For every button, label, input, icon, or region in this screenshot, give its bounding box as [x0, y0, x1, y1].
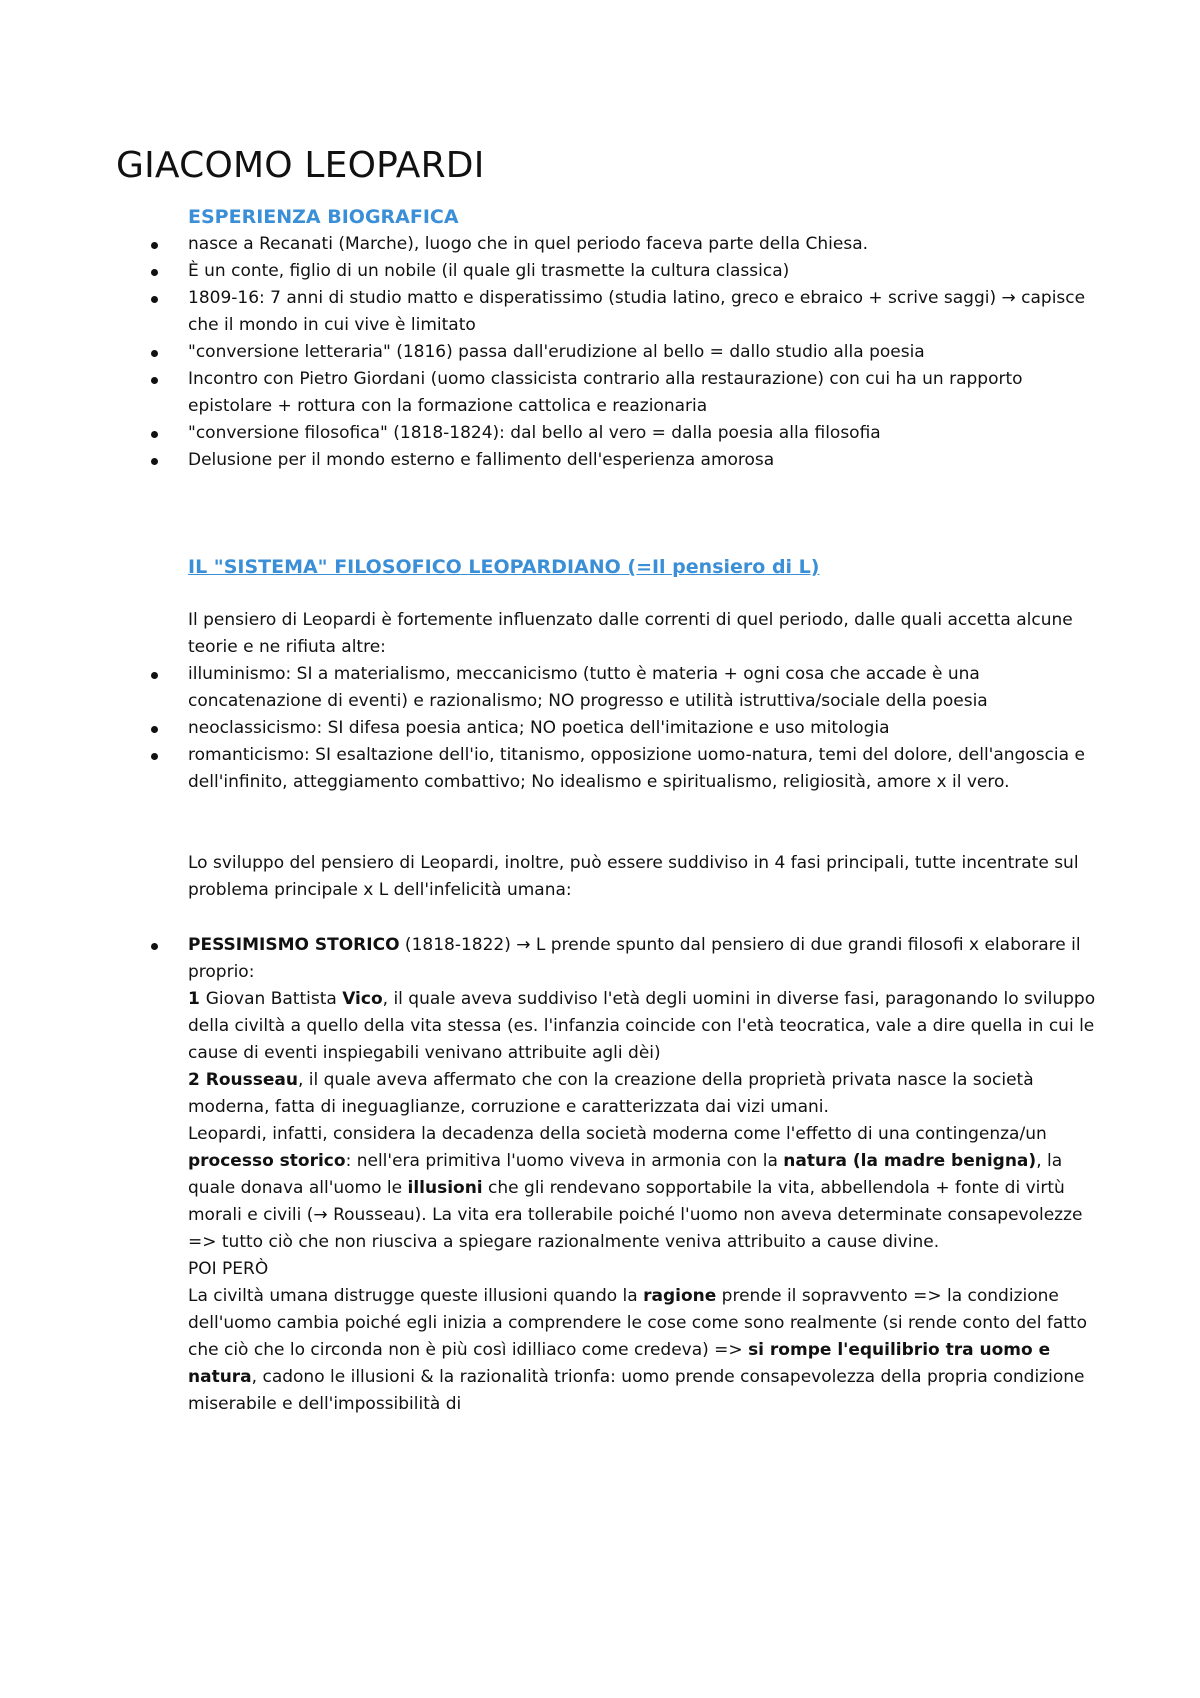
section-heading-biography: ESPERIENZA BIOGRAFICA: [188, 206, 459, 228]
list-item: romanticismo: SI esaltazione dell'io, titanismo, opposizione uomo-natura, temi del dolore, dell'angoscia e dell'infinito, atteggiamento combattivo; No idealismo e spiritualismo, religiosità, amore x il vero.: [116, 742, 1103, 796]
influences-list: [188, 661, 1103, 796]
phases-intro: Lo sviluppo del pensiero di Leopardi, inoltre, può essere suddiviso in 4 fasi principali, tutte incentrate sul problema principale x L dell'infelicità umana:: [188, 853, 1079, 900]
list-item: Incontro con Pietro Giordani (uomo classicista contrario alla restaurazione) con cui ha un rapporto epistolare + rottura con la formazione cattolica e reazionaria: [116, 366, 1103, 420]
bullet-icon: [151, 753, 158, 760]
biography-list: [188, 231, 1103, 474]
list-item: "conversione filosofica" (1818-1824): dal bello al vero = dalla poesia alla filosofia: [116, 420, 1103, 447]
bullet-icon: [151, 726, 158, 733]
list-item: È un conte, figlio di un nobile (il quale gli trasmette la cultura classica): [116, 258, 1103, 285]
list-item: Delusione per il mondo esterno e fallimento dell'esperienza amorosa: [116, 447, 1103, 474]
bullet-icon: [151, 458, 158, 465]
list-item: 1809-16: 7 anni di studio matto e disperatissimo (studia latino, greco e ebraico + scrive saggi) → capisce che il mondo in cui vive è limitato: [116, 285, 1103, 339]
bullet-icon: [151, 943, 158, 950]
bullet-icon: [151, 672, 158, 679]
list-item: "conversione letteraria" (1816) passa dall'erudizione al bello = dallo studio alla poesia: [116, 339, 1103, 366]
list-item: nasce a Recanati (Marche), luogo che in quel periodo faceva parte della Chiesa.: [116, 231, 1103, 258]
phases-list: [188, 932, 1103, 1418]
list-item: illuminismo: SI a materialismo, meccanicismo (tutto è materia + ogni cosa che accade è una concatenazione di eventi) e razionalismo; NO progresso e utilità istruttiva/sociale della poesia: [116, 661, 1103, 715]
bullet-icon: [151, 377, 158, 384]
document-body: [188, 204, 1103, 1418]
bullet-icon: [151, 431, 158, 438]
list-item-pessimismo-storico: PESSIMISMO STORICO (1818-1822) → L prende spunto dal pensiero di due grandi filosofi x elaborare il proprio: 1 Giovan Battista Vico, il quale aveva suddiviso l'età degli uomini in diverse fasi, paragonando lo sviluppo della civiltà a quello della vita stessa (es. l'infanzia coincide con l'età teocratica, vale a dire quella in cui le cause di eventi inspiegabili venivano attribuite agli dèi) 2 Rousseau, il quale aveva affermato che con la creazione della proprietà privata nasce la società moderna, fatta di ineguaglianze, corruzione e caratterizzata dai vizi umani. Leopardi, infatti, considera la decadenza della società moderna come l'effetto di una contingenza/un processo storico: nell'era primitiva l'uomo viveva in armonia con la natura (la madre benigna), la quale donava all'uomo le illusioni che gli rendevano sopportabile la vita, abbellendola + fonte di virtù morali e civili (→ Rousseau). La vita era tollerabile poiché l'uomo non aveva determinate consapevolezze => tutto ciò che non riusciva a spiegare razionalmente veniva attribuito a cause divine. POI PERÒ La civiltà umana distrugge queste illusioni quando la ragione prende il sopravvento => la condizione dell'uomo cambia poiché egli inizia a comprendere le cose come sono realmente (si rende conto del fatto che ciò che lo circonda non è più così idilliaco come credeva) => si rompe l'equilibrio tra uomo e natura, cadono le illusioni & la razionalità trionfa: uomo prende consapevolezza della propria condizione miserabile e dell'impossibilità di: [116, 932, 1103, 1418]
list-item: neoclassicismo: SI difesa poesia antica; NO poetica dell'imitazione e uso mitologia: [116, 715, 1103, 742]
philosophy-intro: Il pensiero di Leopardi è fortemente influenzato dalle correnti di quel periodo, dalle quali accetta alcune teorie e ne rifiuta altre:: [188, 610, 1073, 657]
phase-label: PESSIMISMO STORICO: [188, 935, 400, 955]
bullet-icon: [151, 350, 158, 357]
bullet-icon: [151, 269, 158, 276]
section-heading-philosophy: IL "SISTEMA" FILOSOFICO LEOPARDIANO (=Il pensiero di L): [188, 556, 820, 578]
bullet-icon: [151, 296, 158, 303]
bullet-icon: [151, 242, 158, 249]
document-title: GIACOMO LEOPARDI: [116, 145, 485, 186]
